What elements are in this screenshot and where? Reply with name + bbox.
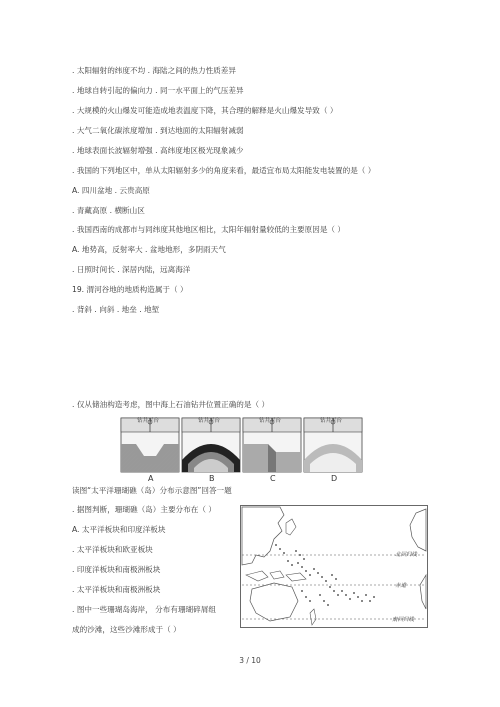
text-line: . 大规模的火山爆发可能造成地表温度下降，其合理的解释是火山爆发导致（ ） (72, 106, 338, 115)
equator-label: 赤道 (395, 583, 407, 589)
text-line: A. 地势高，反射率大 . 盆地地形，多阴雨天气 (72, 245, 226, 254)
text-line: A. 四川盆地 . 云贵高原 (72, 186, 150, 195)
text-line: . 背斜 . 向斜 . 地垒 . 地堑 (72, 305, 160, 314)
panel-letter: C (270, 474, 276, 483)
panel-d (304, 418, 362, 472)
text-line: . 青藏高原 . 横断山区 (72, 206, 145, 215)
text-line: A. 太平洋板块和印度洋板块 (72, 525, 166, 534)
panel-a (121, 418, 179, 472)
tropic-of-capricorn-label: 南回归线 (392, 617, 415, 623)
pacific-coral-map (240, 505, 428, 628)
platform-label: 钻井平台 (198, 418, 221, 424)
text-line: . 地球表面长波辐射增强 . 高纬度地区极光现象减少 (72, 146, 244, 155)
panel-letter: A (148, 474, 154, 483)
text-line: 19. 渭河谷地的地质构造属于（ ） (72, 285, 188, 294)
panel-letter: B (209, 474, 215, 483)
text-line: . 印度洋板块和南极洲板块 (72, 565, 161, 574)
platform-label: 钻井平台 (137, 418, 160, 424)
text-line: . 太平洋板块和欧亚板块 (72, 545, 153, 554)
text-line: . 我国西南的成都市与同纬度其他地区相比，太阳年辐射量较低的主要原因是（ ） (72, 225, 346, 234)
panel-b (182, 418, 240, 472)
platform-label: 钻井平台 (259, 418, 282, 424)
page-number: 3 / 10 (239, 656, 261, 665)
text-line: . 我国的下列地区中，单从太阳辐射多少的角度来看，最适宜布局太阳能发电装置的是（ ） (72, 166, 376, 175)
text-line: . 大气二氧化碳浓度增加 . 到达地面的太阳辐射减弱 (72, 126, 244, 135)
text-line: . 日照时间长 . 深居内陆，远离海洋 (72, 265, 191, 274)
text-line: . 太平洋板块和南极洲板块 (72, 585, 161, 594)
panel-letter: D (331, 474, 338, 483)
text-line: . 太阳辐射的纬度不均 . 海陆之间的热力性质差异 (72, 66, 236, 75)
tropic-of-cancer-label: 北回归线 (395, 552, 418, 558)
text-line: . 地球自转引起的偏向力 . 同一水平面上的气压差异 (72, 86, 244, 95)
text-line: . 据图判断，珊瑚礁（岛）主要分布在（ ） (72, 505, 216, 514)
panel-c (243, 418, 301, 472)
text-line: 成的沙滩，这些沙滩形成于（ ） (72, 625, 181, 634)
text-line: . 仅从储油构造考虑，图中海上石油钻井位置正确的是（ ） (72, 400, 270, 409)
text-line: . 图中一些珊瑚岛海岸， 分布有珊瑚碎屑组 (72, 605, 216, 614)
platform-label: 钻井平台 (320, 418, 343, 424)
text-line: 读图“太平洋珊瑚礁（岛）分布示意图”回答一题 (72, 486, 232, 495)
